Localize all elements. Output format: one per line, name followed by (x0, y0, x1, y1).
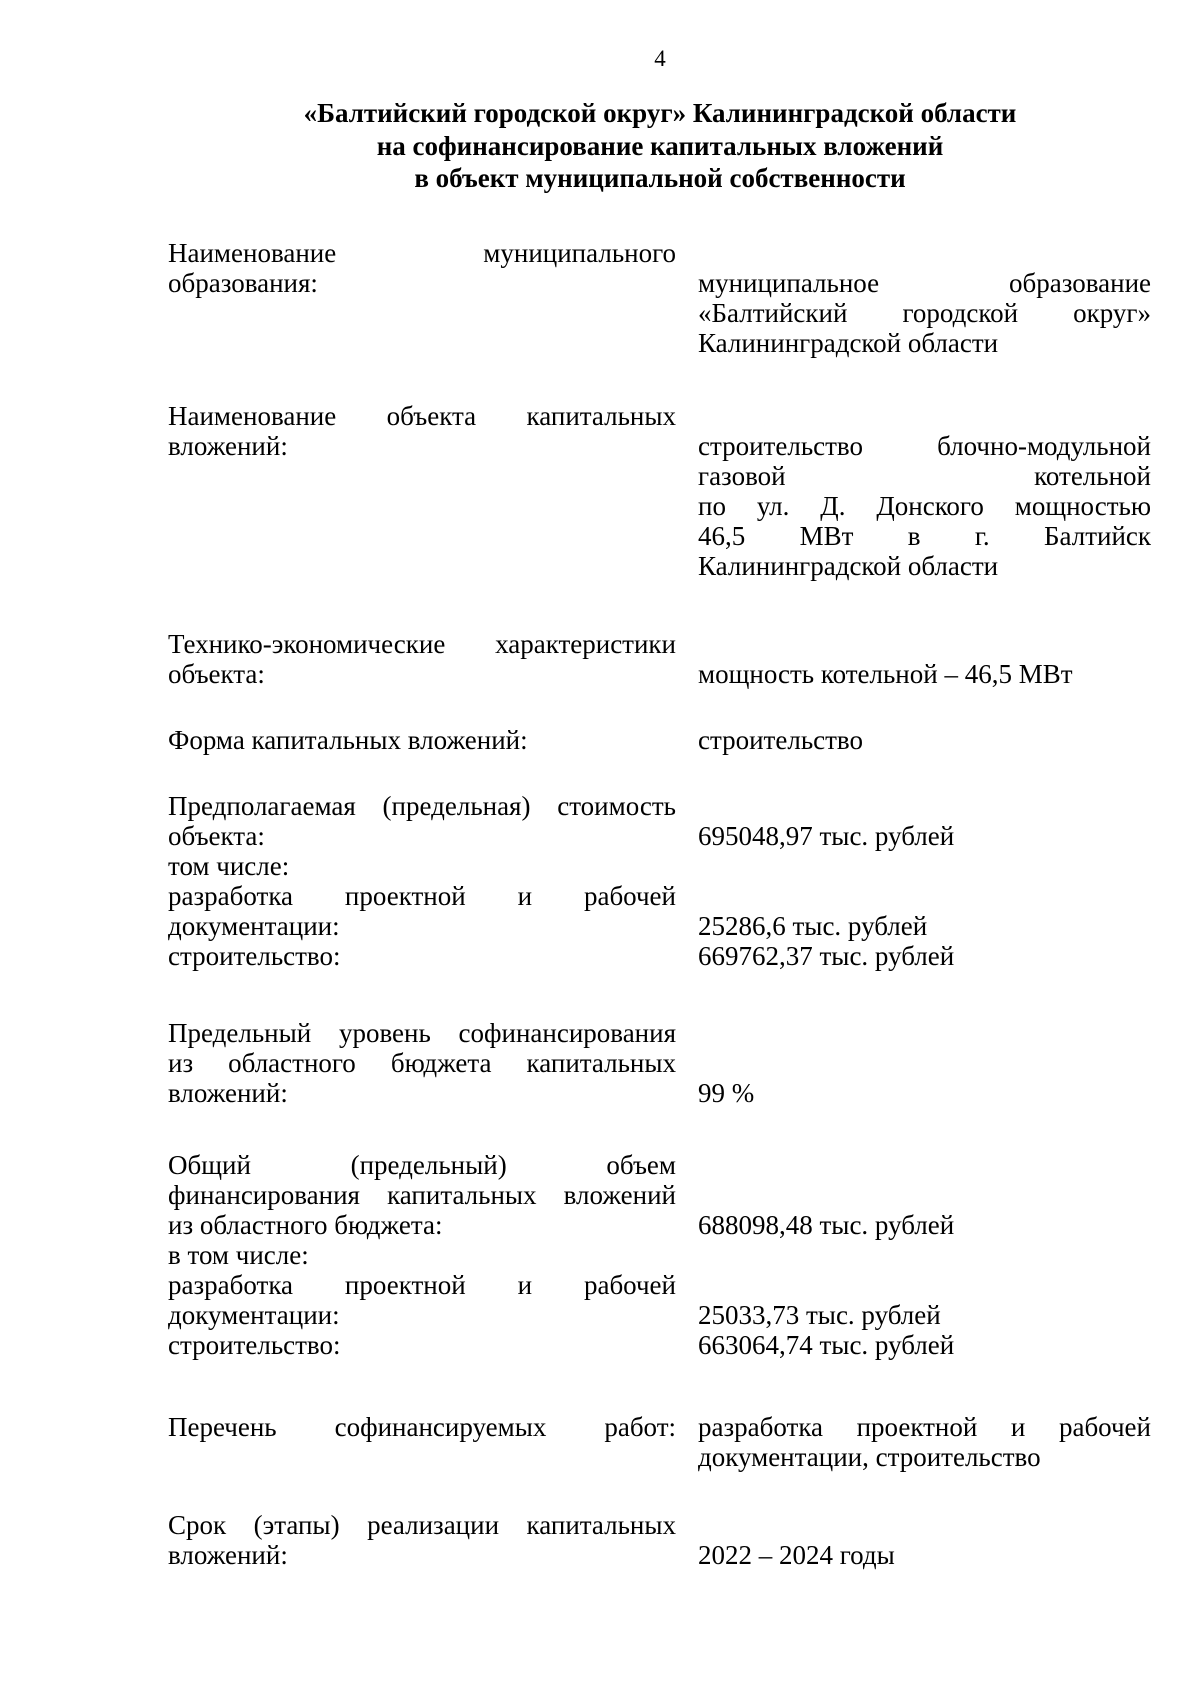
label-line: Форма капитальных вложений: (168, 725, 528, 755)
value-line: «Балтийский городской округ» (698, 298, 1151, 328)
field-value (698, 268, 1151, 358)
label-line: финансирования капитальных вложений (168, 1180, 676, 1210)
title-line: в объект муниципальной собственности (414, 163, 906, 193)
label-line: Наименование муниципального (168, 238, 676, 268)
label-line: Предельный уровень софинансирования (168, 1018, 676, 1048)
label-line: Технико-экономические характеристики (168, 629, 676, 659)
value-line: разработка проектной и рабочей (698, 1412, 1151, 1442)
label-line: вложений: (168, 1078, 288, 1108)
value-line: 25286,6 тыс. рублей (698, 911, 928, 941)
value-line: муниципальное образование (698, 268, 1151, 298)
field-value (698, 725, 1151, 755)
field-label (168, 1412, 676, 1442)
field-label (168, 725, 676, 755)
label-line: объекта: (168, 821, 265, 851)
field-label (168, 1150, 676, 1360)
document-title (0, 97, 1200, 195)
field-label (168, 1510, 676, 1570)
value-line: 688098,48 тыс. рублей (698, 1210, 955, 1240)
value-line: 663064,74 тыс. рублей (698, 1330, 955, 1360)
label-line: вложений: (168, 1540, 288, 1570)
label-line: разработка проектной и рабочей (168, 881, 676, 911)
field-label (168, 401, 676, 461)
label-line: документации: (168, 1300, 340, 1330)
value-line: 25033,73 тыс. рублей (698, 1300, 941, 1330)
page-number: 4 (654, 46, 666, 71)
field-value (698, 1412, 1151, 1472)
label-line: строительство: (168, 941, 341, 971)
value-line: 695048,97 тыс. рублей (698, 821, 955, 851)
field-value-total (698, 1210, 1151, 1240)
field-value (698, 1540, 1151, 1570)
value-line: Калининградской области (698, 551, 999, 581)
label-line: том числе: (168, 851, 290, 881)
field-value-design (698, 911, 1151, 941)
value-line: мощность котельной – 46,5 МВт (698, 659, 1073, 689)
field-value-construction (698, 941, 1151, 971)
title-line: на софинансирование капитальных вложений (376, 130, 944, 161)
label-line: в том числе: (168, 1240, 309, 1270)
value-line: газовой котельной (698, 461, 1151, 491)
label-line: из областного бюджета капитальных (168, 1048, 676, 1078)
field-label (168, 238, 676, 298)
value-line: документации, строительство (698, 1442, 1041, 1472)
label-line: документации: (168, 911, 340, 941)
label-line: Предполагаемая (предельная) стоимость (168, 791, 676, 821)
label-line: разработка проектной и рабочей (168, 1270, 676, 1300)
value-line: строительство блочно-модульной (698, 431, 1151, 461)
label-line: объекта: (168, 659, 265, 689)
value-line: 669762,37 тыс. рублей (698, 941, 955, 971)
value-line: 2022 – 2024 годы (698, 1540, 895, 1570)
field-value (698, 1078, 1151, 1108)
field-value-construction (698, 1330, 1151, 1360)
value-line: 46,5 МВт в г. Балтийск (698, 521, 1151, 551)
field-value (698, 659, 1151, 689)
label-line: образования: (168, 268, 318, 298)
field-value-design (698, 1300, 1151, 1330)
field-label (168, 629, 676, 689)
field-value-total (698, 821, 1151, 851)
field-label (168, 1018, 676, 1108)
label-line: вложений: (168, 431, 288, 461)
label-line: Перечень софинансируемых работ: (168, 1412, 676, 1442)
value-line: 99 % (698, 1078, 755, 1108)
label-line: Общий (предельный) объем (168, 1150, 676, 1180)
value-line: по ул. Д. Донского мощностью (698, 491, 1151, 521)
label-line: из областного бюджета: (168, 1210, 443, 1240)
label-line: Наименование объекта капитальных (168, 401, 676, 431)
field-label (168, 791, 676, 971)
value-line: Калининградской области (698, 328, 999, 358)
title-line: «Балтийский городской округ» Калининградской области (303, 98, 1017, 128)
field-value (698, 431, 1151, 581)
label-line: Срок (этапы) реализации капитальных (168, 1510, 676, 1540)
label-line: строительство: (168, 1330, 341, 1360)
value-line: строительство (698, 725, 863, 755)
